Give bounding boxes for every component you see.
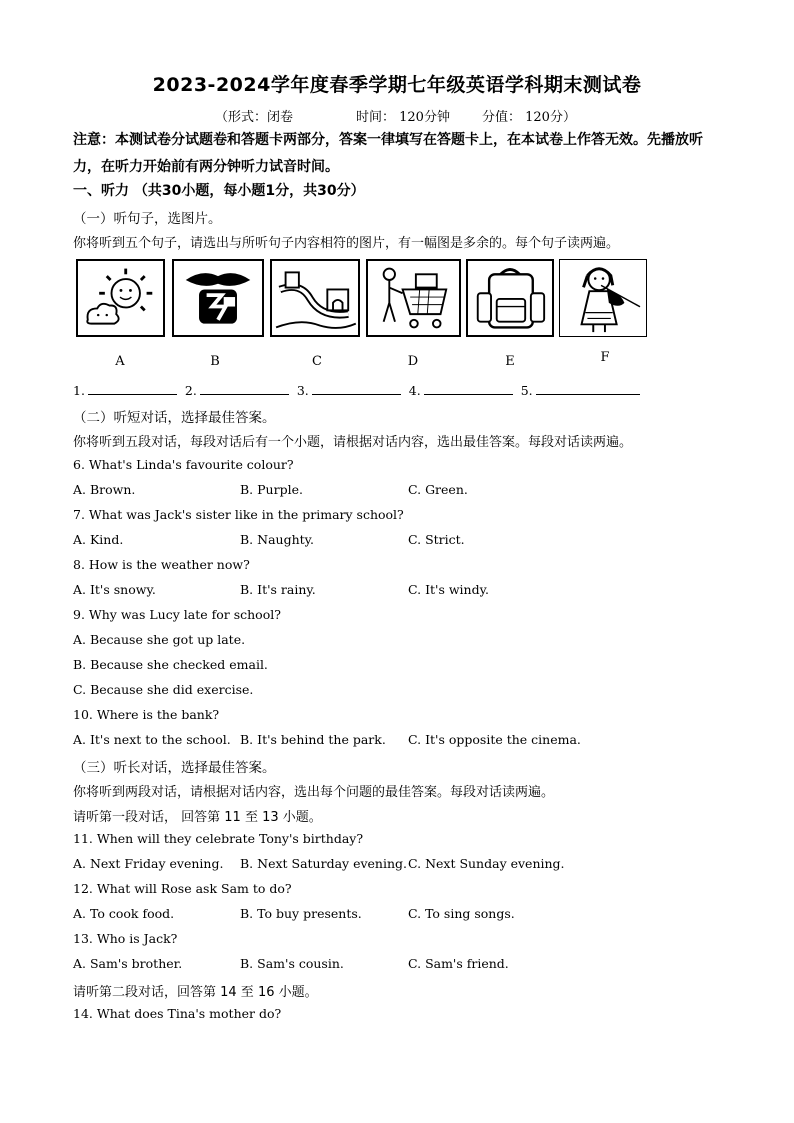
option-12b[interactable]: B. To buy presents. — [240, 906, 362, 921]
blank-number: 4. — [408, 383, 421, 398]
part2-instruction: 你将听到五段对话，每段对话后有一个小题，请根据对话内容，选出最佳答案。每段对话读两遍。 — [73, 435, 633, 450]
option-7a[interactable]: A. Kind. — [73, 532, 124, 547]
sun-and-cloud-icon — [78, 261, 163, 335]
option-12c[interactable]: C. To sing songs. — [408, 906, 515, 921]
answer-blank[interactable] — [88, 382, 177, 395]
picture-label-d: D — [407, 354, 419, 369]
picture-c — [270, 259, 360, 337]
option-8a[interactable]: A. It's snowy. — [73, 582, 156, 597]
question-13: 13. Who is Jack? — [73, 931, 178, 946]
option-9a[interactable]: A. Because she got up late. — [73, 632, 246, 647]
option-11a[interactable]: A. Next Friday evening. — [73, 856, 224, 871]
option-8c[interactable]: C. It's windy. — [408, 582, 489, 597]
question-14: 14. What does Tina's mother do? — [73, 1006, 282, 1021]
exam-score: 分值： 120分） — [482, 110, 576, 125]
answer-blanks — [73, 382, 644, 398]
question-8: 8. How is the weather now? — [73, 557, 250, 572]
question-10: 10. Where is the bank? — [73, 707, 220, 722]
picture-label-c: C — [312, 354, 322, 369]
option-13a[interactable]: A. Sam's brother. — [73, 956, 183, 971]
question-11: 11. When will they celebrate Tony's birthday? — [73, 831, 364, 846]
picture-label-b: B — [210, 354, 220, 369]
option-6c[interactable]: C. Green. — [408, 482, 468, 497]
option-6a[interactable]: A. Brown. — [73, 482, 136, 497]
blank-number: 3. — [296, 383, 309, 398]
blank-number: 1. — [73, 383, 85, 398]
part2-heading: （二）听短对话，选择最佳答案。 — [73, 410, 276, 426]
backpack-icon — [468, 261, 552, 335]
picture-label-e: E — [505, 354, 515, 369]
option-6b[interactable]: B. Purple. — [240, 482, 303, 497]
option-10c[interactable]: C. It's opposite the cinema. — [408, 732, 581, 747]
exam-form: （形式：闭卷 — [215, 110, 294, 125]
picture-label-a: A — [115, 354, 125, 369]
answer-blank[interactable] — [312, 382, 401, 395]
blank-number: 5. — [520, 383, 533, 398]
exam-notice: 注意：本测试卷分试题卷和答题卡两部分，答案一律填写在答题卡上，在本试卷上作答无效。先播放听力，在听力开始前有两分钟听力试音时间。 — [73, 132, 703, 175]
question-7: 7. What was Jack's sister like in the primary school? — [73, 507, 404, 522]
option-9c[interactable]: C. Because she did exercise. — [73, 682, 254, 697]
option-8b[interactable]: B. It's rainy. — [240, 582, 316, 597]
part3-instruction: 你将听到两段对话，请根据对话内容，选出每个问题的最佳答案。每段对话读两遍。 — [73, 785, 555, 800]
answer-blank[interactable] — [536, 382, 640, 395]
part3-heading: （三）听长对话，选择最佳答案。 — [73, 760, 276, 776]
option-10b[interactable]: B. It's behind the park. — [240, 732, 386, 747]
exam-time: 时间： 120分钟 — [356, 110, 450, 125]
option-11b[interactable]: B. Next Saturday evening. — [240, 856, 407, 871]
part1-heading: （一）听句子，选图片。 — [73, 211, 222, 227]
answer-blank[interactable] — [424, 382, 513, 395]
exam-title: 2023-2024学年度春季学期七年级英语学科期末测试卷 — [152, 74, 642, 96]
picture-e — [466, 259, 554, 337]
option-7c[interactable]: C. Strict. — [408, 532, 465, 547]
part1-instruction: 你将听到五个句子，请选出与所听句子内容相符的图片，有一幅图是多余的。每个句子读两遍。 — [73, 236, 620, 251]
dialog1-instruction: 请听第一段对话， 回答第 11 至 13 小题。 — [73, 810, 322, 825]
picture-d — [366, 259, 461, 337]
question-9: 9. Why was Lucy late for school? — [73, 607, 281, 622]
girl-violin-icon — [560, 260, 646, 336]
option-13b[interactable]: B. Sam's cousin. — [240, 956, 344, 971]
answer-blank[interactable] — [200, 382, 289, 395]
section-listening-heading: 一、听力 （共30小题，每小题1分，共30分） — [73, 183, 365, 199]
picture-b — [172, 259, 264, 337]
dialog2-instruction: 请听第二段对话，回答第 14 至 16 小题。 — [73, 985, 318, 1000]
question-12: 12. What will Rose ask Sam to do? — [73, 881, 292, 896]
option-10a[interactable]: A. It's next to the school. — [73, 732, 231, 747]
picture-label-f: F — [600, 350, 610, 365]
option-12a[interactable]: A. To cook food. — [73, 906, 175, 921]
picture-a — [76, 259, 165, 337]
blank-number: 2. — [184, 383, 197, 398]
option-13c[interactable]: C. Sam's friend. — [408, 956, 509, 971]
option-11c[interactable]: C. Next Sunday evening. — [408, 856, 565, 871]
question-6: 6. What's Linda's favourite colour? — [73, 457, 294, 472]
hand-peace-sign-icon — [174, 261, 262, 335]
option-9b[interactable]: B. Because she checked email. — [73, 657, 268, 672]
option-7b[interactable]: B. Naughty. — [240, 532, 315, 547]
picture-f — [559, 259, 647, 337]
great-wall-icon — [272, 261, 358, 335]
shopping-cart-icon — [368, 261, 459, 335]
